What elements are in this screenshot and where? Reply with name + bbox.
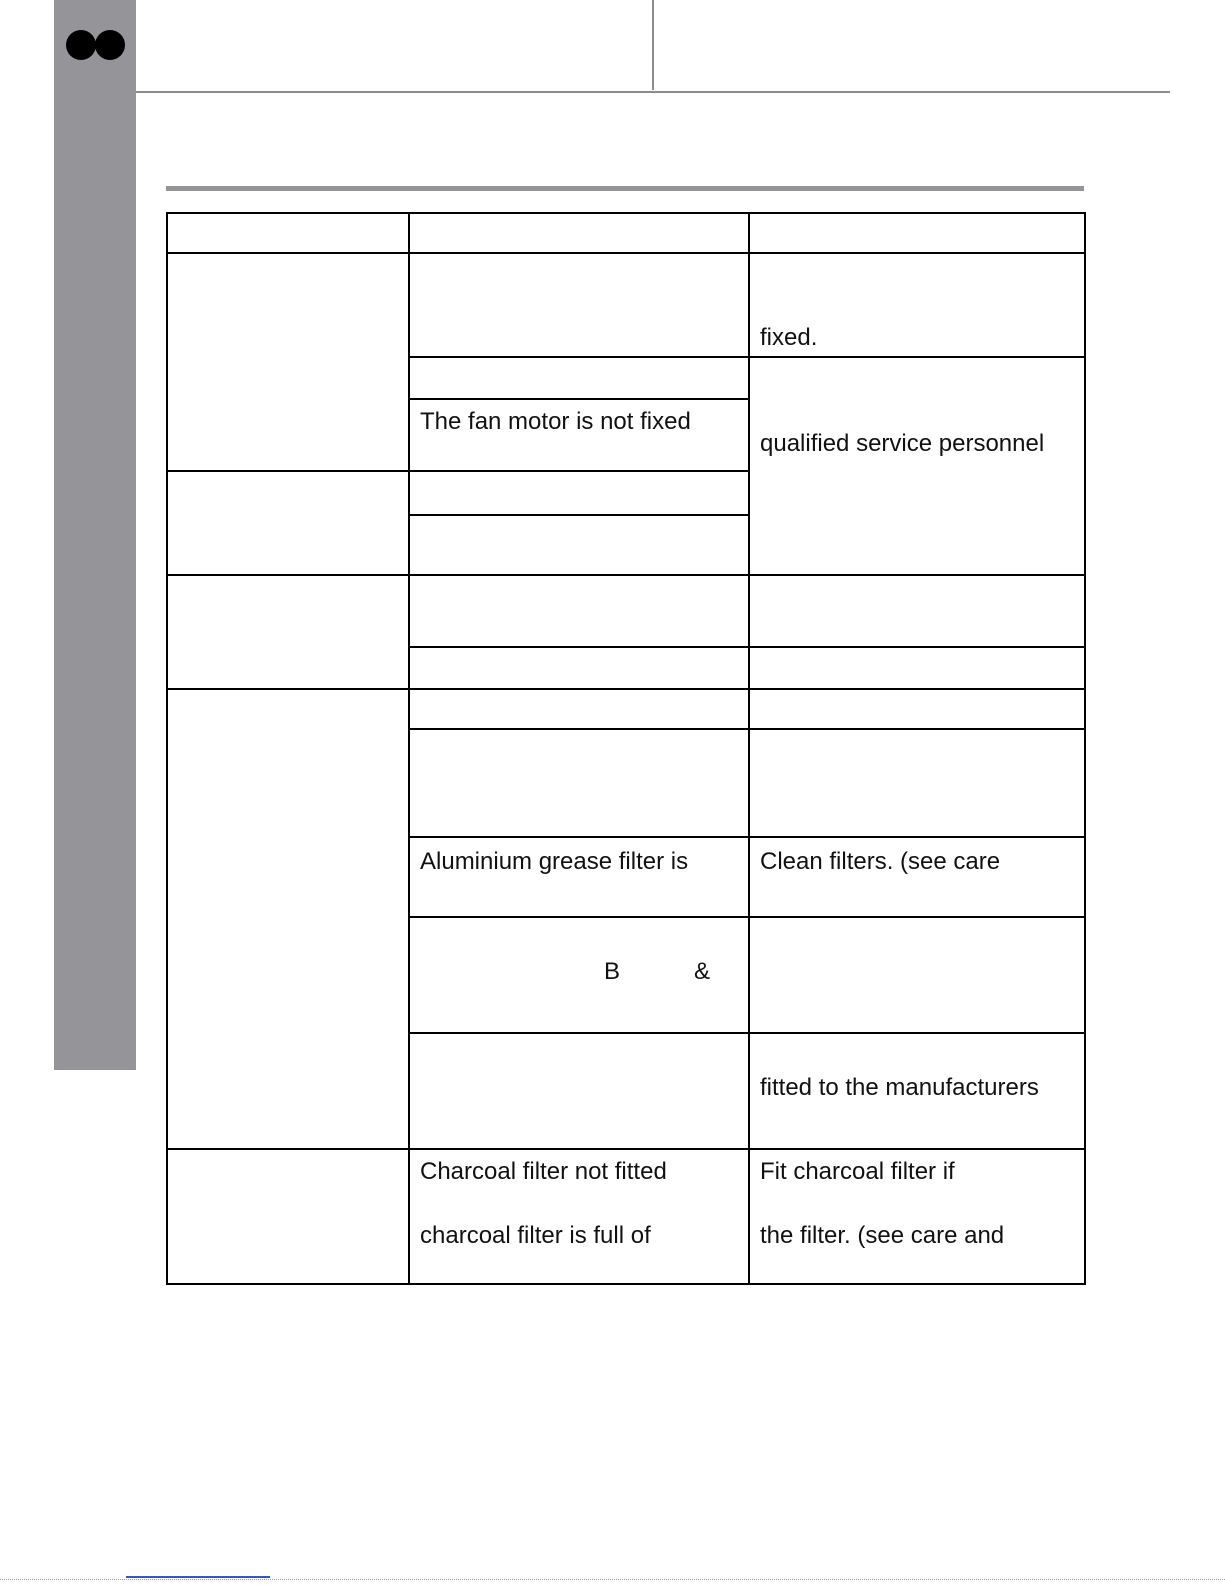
solution-text: fitted to the manufacturers bbox=[760, 1074, 1039, 1101]
solution-cell bbox=[748, 252, 1086, 358]
solution-text: fixed. bbox=[760, 324, 818, 351]
solution-text: Clean filters. (see care bbox=[760, 848, 1001, 875]
bullet-dot-icon bbox=[66, 30, 96, 60]
header-cell-cause bbox=[408, 212, 750, 254]
cause-cell bbox=[408, 356, 750, 400]
side-tab bbox=[54, 0, 136, 1070]
cause-text: The fan motor is not fixed bbox=[420, 408, 691, 435]
cause-cell bbox=[408, 646, 750, 690]
cause-text: Charcoal filter not fitted bbox=[420, 1158, 667, 1185]
problem-cell bbox=[166, 470, 410, 576]
cause-text-fragment: B bbox=[604, 958, 621, 985]
solution-text: the filter. (see care and bbox=[760, 1222, 1005, 1249]
cause-cell bbox=[408, 1032, 750, 1150]
problem-cell bbox=[166, 252, 410, 472]
solution-text: Fit charcoal filter if bbox=[760, 1158, 955, 1185]
cause-text-fragment: & bbox=[694, 958, 711, 985]
cause-cell bbox=[408, 470, 750, 516]
header-divider bbox=[652, 0, 654, 90]
cause-cell bbox=[408, 574, 750, 648]
solution-cell bbox=[748, 356, 1086, 576]
cause-cell bbox=[408, 688, 750, 730]
solution-cell bbox=[748, 646, 1086, 690]
cause-text: Aluminium grease filter is bbox=[420, 848, 689, 875]
cause-cell bbox=[408, 1148, 750, 1285]
problem-cell bbox=[166, 1148, 410, 1285]
section-rule bbox=[166, 186, 1084, 191]
solution-text: qualified service personnel bbox=[760, 430, 1045, 457]
problem-cell bbox=[166, 574, 410, 690]
header-rule bbox=[136, 91, 1170, 93]
solution-cell bbox=[748, 1148, 1086, 1285]
cause-cell bbox=[408, 728, 750, 838]
solution-cell bbox=[748, 574, 1086, 648]
solution-cell bbox=[748, 916, 1086, 1034]
cause-cell bbox=[408, 514, 750, 576]
footer-link-underline[interactable] bbox=[126, 1576, 270, 1578]
footer-dotted-rule bbox=[0, 1579, 1225, 1580]
solution-cell bbox=[748, 728, 1086, 838]
solution-cell bbox=[748, 1032, 1086, 1150]
cause-cell bbox=[408, 252, 750, 358]
solution-cell bbox=[748, 688, 1086, 730]
problem-cell bbox=[166, 688, 410, 1150]
cause-text: charcoal filter is full of bbox=[420, 1222, 651, 1249]
cause-cell bbox=[408, 398, 750, 472]
solution-cell bbox=[748, 836, 1086, 918]
cause-cell bbox=[408, 916, 750, 1034]
bullet-dot-icon bbox=[95, 30, 125, 60]
cause-cell bbox=[408, 836, 750, 918]
header-cell-problem bbox=[166, 212, 410, 254]
header-cell-solution bbox=[748, 212, 1086, 254]
